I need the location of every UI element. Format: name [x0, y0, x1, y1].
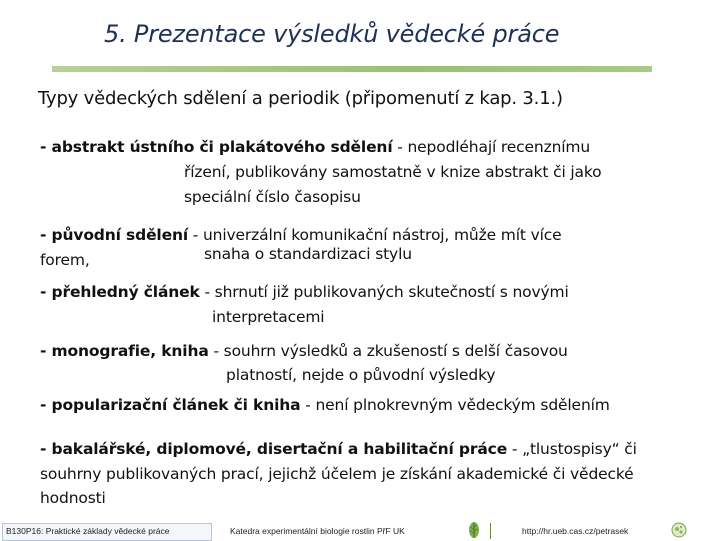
item-kvalifikacni-desc2: souhrny publikovaných prací, jejichž účelem je získání akademické či vědecké: [40, 465, 634, 483]
item-abstrakt-term: - abstrakt ústního či plakátového sdělení: [40, 138, 393, 156]
item-monografie-desc1: - souhrn výsledků a zkušeností s delší časovou: [208, 342, 568, 360]
item-puvodni-overlap: snaha o standardizaci stylu: [204, 245, 412, 263]
item-prehledny-desc2: interpretacemi: [212, 308, 325, 326]
footer-department: Katedra experimentální biologie rostlin PřF UK: [230, 526, 405, 536]
title-divider: [52, 66, 652, 72]
item-popularizacni-term: - popularizační článek či kniha: [40, 396, 301, 414]
item-puvodni-term: - původní sdělení: [40, 226, 189, 244]
item-abstrakt-desc3: speciální číslo časopisu: [184, 188, 361, 206]
item-puvodni-line1: [40, 226, 562, 244]
slide-footer: [0, 521, 720, 540]
item-abstrakt-desc1: - nepodléhají recenznímu: [392, 138, 591, 156]
item-abstrakt-line1: [40, 138, 590, 156]
item-kvalifikacni-desc1: - „tlustospisy“ či: [507, 440, 637, 458]
footer-course: B130P16: Praktické základy vědecké práce: [6, 526, 170, 536]
item-abstrakt-desc2: řízení, publikovány samostatně v knize abstrakt či jako: [184, 163, 602, 181]
item-prehledny-line1: [40, 283, 569, 301]
leaf-logo-icon: [466, 521, 482, 539]
item-prehledny-desc1: - shrnutí již publikovaných skutečností s novými: [199, 283, 569, 301]
item-prehledny-term: - přehledný článek: [40, 283, 200, 301]
item-kvalifikacni-term: - bakalářské, diplomové, disertační a habilitační práce: [40, 440, 508, 458]
item-popularizacni-line1: [40, 396, 610, 414]
slide-subtitle: Typy vědeckých sdělení a periodik (připomenutí z kap. 3.1.): [38, 88, 563, 109]
footer-separator: [490, 523, 491, 539]
item-monografie-desc2: platností, nejde o původní výsledky: [226, 366, 496, 384]
item-puvodni-desc1: - univerzální komunikační nástroj, může mít více: [188, 226, 562, 244]
item-puvodni-desc2: forem,: [40, 251, 90, 269]
item-kvalifikacni-line1: [40, 440, 637, 458]
item-popularizacni-desc1: - není plnokrevným vědeckým sdělením: [300, 396, 610, 414]
item-monografie-term: - monografie, kniha: [40, 342, 209, 360]
item-monografie-line1: [40, 342, 568, 360]
footer-url[interactable]: http://hr.ueb.cas.cz/petrasek: [522, 526, 629, 536]
plant-cell-logo-icon: [670, 521, 688, 539]
slide-title: 5. Prezentace výsledků vědecké práce: [104, 20, 560, 48]
item-kvalifikacni-desc3: hodnosti: [40, 489, 106, 507]
